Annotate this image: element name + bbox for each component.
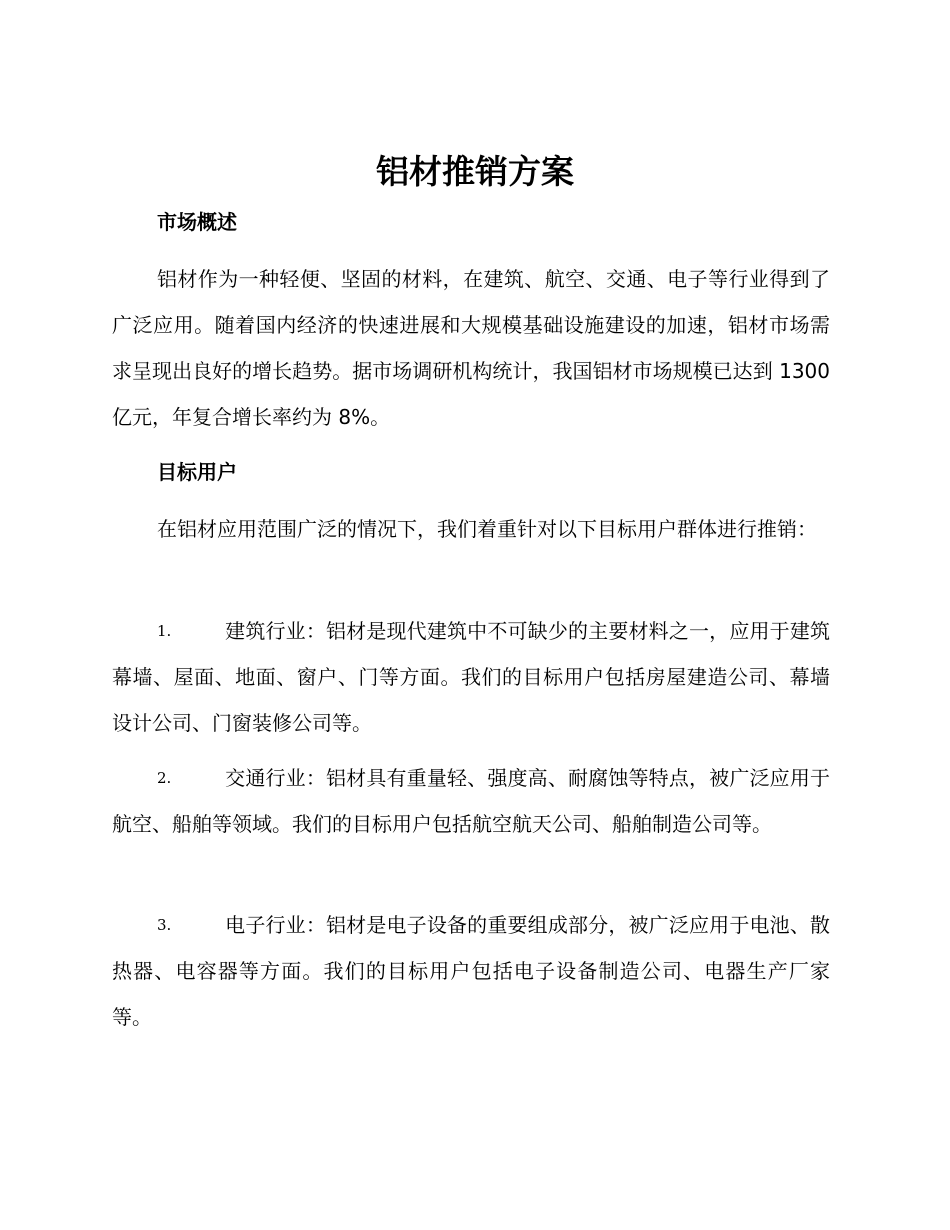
section-heading-target-users: 目标用户 xyxy=(157,460,237,484)
document-title: 铝材推销方案 xyxy=(376,152,574,191)
list-number: 2. xyxy=(157,769,172,787)
list-number: 3. xyxy=(157,916,172,934)
list-item-text: 电子行业：铝材是电子设备的重要组成部分，被广泛应用于电池、散热器、电容器等方面。我们的目标用户包括电子设备制造公司、电器生产厂家等。 xyxy=(112,913,830,1029)
list-item-electronics xyxy=(112,902,830,1040)
market-overview-paragraph: 铝材作为一种轻便、坚固的材料，在建筑、航空、交通、电子等行业得到了广泛应用。随着国内经济的快速进展和大规模基础设施建设的加速，铝材市场需求呈现出良好的增长趋势。据市场调研机构统计，我国铝材市场规模已达到 1300 亿元，年复合增长率约为 8%。 xyxy=(112,267,830,429)
list-number: 1. xyxy=(157,622,172,640)
section-heading-market-overview: 市场概述 xyxy=(157,210,237,234)
list-item-construction xyxy=(112,608,830,746)
target-users-paragraph: 在铝材应用范围广泛的情况下，我们着重针对以下目标用户群体进行推销： xyxy=(157,517,817,541)
list-item-transportation xyxy=(112,755,830,847)
list-item-text: 建筑行业：铝材是现代建筑中不可缺少的主要材料之一，应用于建筑幕墙、屋面、地面、窗户、门等方面。我们的目标用户包括房屋建造公司、幕墙设计公司、门窗装修公司等。 xyxy=(112,619,830,735)
list-item-text: 交通行业：铝材具有重量轻、强度高、耐腐蚀等特点，被广泛应用于航空、船舶等领域。我们的目标用户包括航空航天公司、船舶制造公司等。 xyxy=(112,766,830,836)
